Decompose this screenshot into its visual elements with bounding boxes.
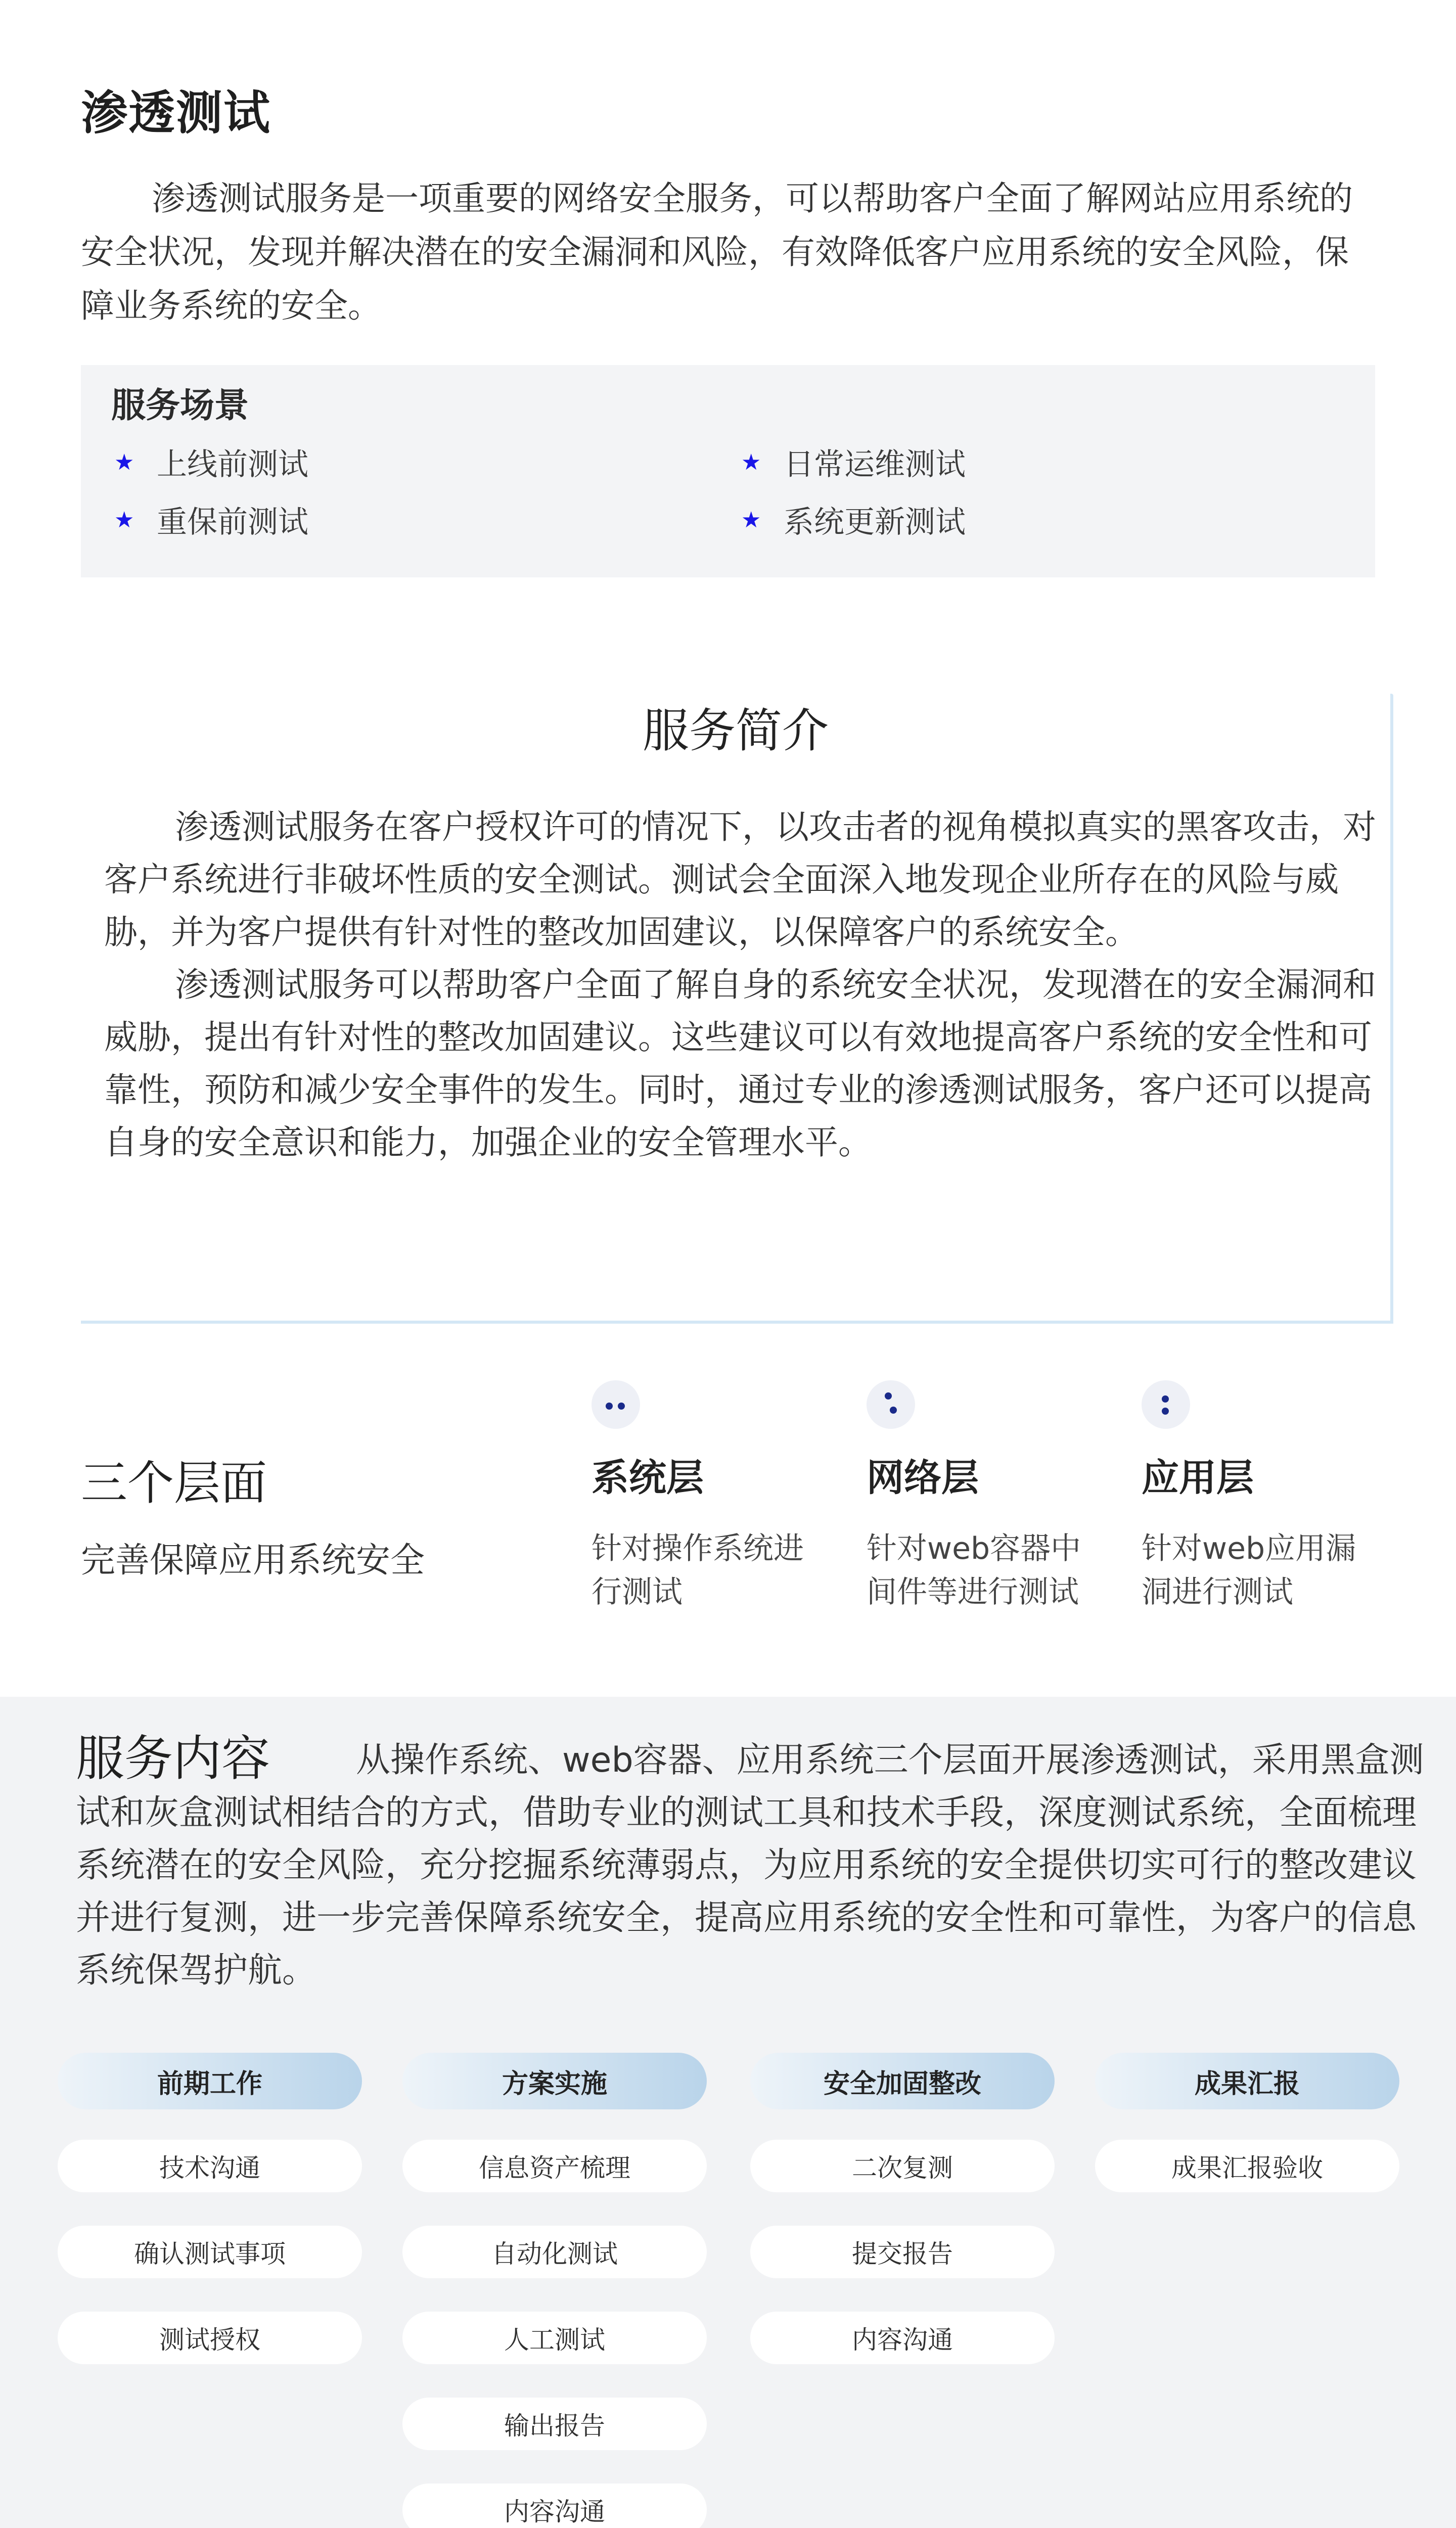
intro-paragraph: 渗透测试服务是一项重要的网络安全服务，可以帮助客户全面了解网站应用系统的安全状况，发现并解决潜在的安全漏洞和风险，有效降低客户应用系统的安全风险，保障业务系统的安全。 bbox=[81, 179, 1353, 325]
scenario-label: 系统更新测试 bbox=[784, 505, 966, 540]
layer-description: 针对web应用漏洞进行测试 bbox=[1142, 1531, 1356, 1610]
overview-title: 服务简介 bbox=[642, 704, 829, 758]
service-content-description: 从操作系统、web容器、应用系统三个层面开展渗透测试，采用黑盒测试和灰盒测试相结合的方式，借助专业的测试工具和技术手段，深度测试系统，全面梳理系统潜在的安全风险，充分挖掘系统薄弱点，为应用系统的安全提供切实可行的整改建议并进行复测，进一步完善保障系统安全，提高应用系统的安全性和可靠性，为客户的信息系统保驾护航。 bbox=[76, 1740, 1424, 1991]
phase-item: 测试授权 bbox=[58, 2312, 362, 2364]
scenarios-title: 服务场景 bbox=[111, 386, 249, 426]
scenario-label: 重保前测试 bbox=[157, 505, 308, 540]
service-overview-card bbox=[81, 694, 1393, 1324]
phase-item: 自动化测试 bbox=[402, 2226, 707, 2278]
phase-header-implementation: 方案实施 bbox=[402, 2053, 707, 2109]
layer-card-network bbox=[867, 1380, 1099, 1614]
scenario-label: 日常运维测试 bbox=[784, 447, 966, 482]
phase-header-report: 成果汇报 bbox=[1095, 2053, 1399, 2109]
layers-subtitle: 完善保障应用系统安全 bbox=[81, 1541, 425, 1581]
layer-name: 系统层 bbox=[592, 1456, 704, 1500]
layer-name: 网络层 bbox=[867, 1456, 979, 1500]
phase-item: 提交报告 bbox=[750, 2226, 1055, 2278]
scenario-item bbox=[114, 442, 308, 482]
phase-header-hardening: 安全加固整改 bbox=[750, 2053, 1055, 2109]
layer-card-system bbox=[592, 1380, 824, 1614]
layers-title: 三个层面 bbox=[81, 1456, 267, 1510]
star-icon: ★ bbox=[114, 507, 134, 533]
phase-item: 技术沟通 bbox=[58, 2140, 362, 2192]
service-content-text bbox=[76, 1730, 1431, 1997]
phase-header-preparation: 前期工作 bbox=[58, 2053, 362, 2109]
overview-paragraph: 渗透测试服务可以帮助客户全面了解自身的系统安全状况，发现潜在的安全漏洞和威胁，提出有针对性的整改加固建议。这些建议可以有效地提高客户系统的安全性和可靠性，预防和减少安全事件的发生。同时，通过专业的渗透测试服务，客户还可以提高自身的安全意识和能力，加强企业的安全管理水平。 bbox=[104, 965, 1376, 1162]
scenario-label: 上线前测试 bbox=[157, 447, 308, 482]
phase-item: 信息资产梳理 bbox=[402, 2140, 707, 2192]
scenario-item bbox=[741, 442, 966, 482]
layer-description: 针对操作系统进行测试 bbox=[592, 1531, 804, 1610]
star-icon: ★ bbox=[741, 449, 761, 475]
scenario-item bbox=[741, 500, 966, 540]
phase-item: 内容沟通 bbox=[402, 2484, 707, 2528]
page-title: 渗透测试 bbox=[81, 86, 271, 140]
overview-text bbox=[104, 801, 1388, 1169]
network-layer-icon bbox=[867, 1380, 915, 1429]
star-icon: ★ bbox=[114, 449, 134, 475]
application-layer-icon bbox=[1142, 1380, 1190, 1429]
layer-name: 应用层 bbox=[1142, 1456, 1254, 1500]
phase-item: 人工测试 bbox=[402, 2312, 707, 2364]
layer-card-application bbox=[1142, 1380, 1374, 1614]
service-scenarios-panel bbox=[81, 365, 1375, 577]
phase-item: 输出报告 bbox=[402, 2398, 707, 2450]
service-content-title: 服务内容 bbox=[76, 1730, 270, 1787]
phase-item: 二次复测 bbox=[750, 2140, 1055, 2192]
phase-item: 内容沟通 bbox=[750, 2312, 1055, 2364]
phase-item: 确认测试事项 bbox=[58, 2226, 362, 2278]
overview-paragraph: 渗透测试服务在客户授权许可的情况下，以攻击者的视角模拟真实的黑客攻击，对客户系统进行非破坏性质的安全测试。测试会全面深入地发现企业所存在的风险与威胁，并为客户提供有针对性的整改加固建议，以保障客户的系统安全。 bbox=[104, 807, 1376, 952]
scenario-item bbox=[114, 500, 308, 540]
layer-description: 针对web容器中间件等进行测试 bbox=[867, 1531, 1081, 1610]
system-layer-icon bbox=[592, 1380, 640, 1429]
star-icon: ★ bbox=[741, 507, 761, 533]
phase-item: 成果汇报验收 bbox=[1095, 2140, 1399, 2192]
